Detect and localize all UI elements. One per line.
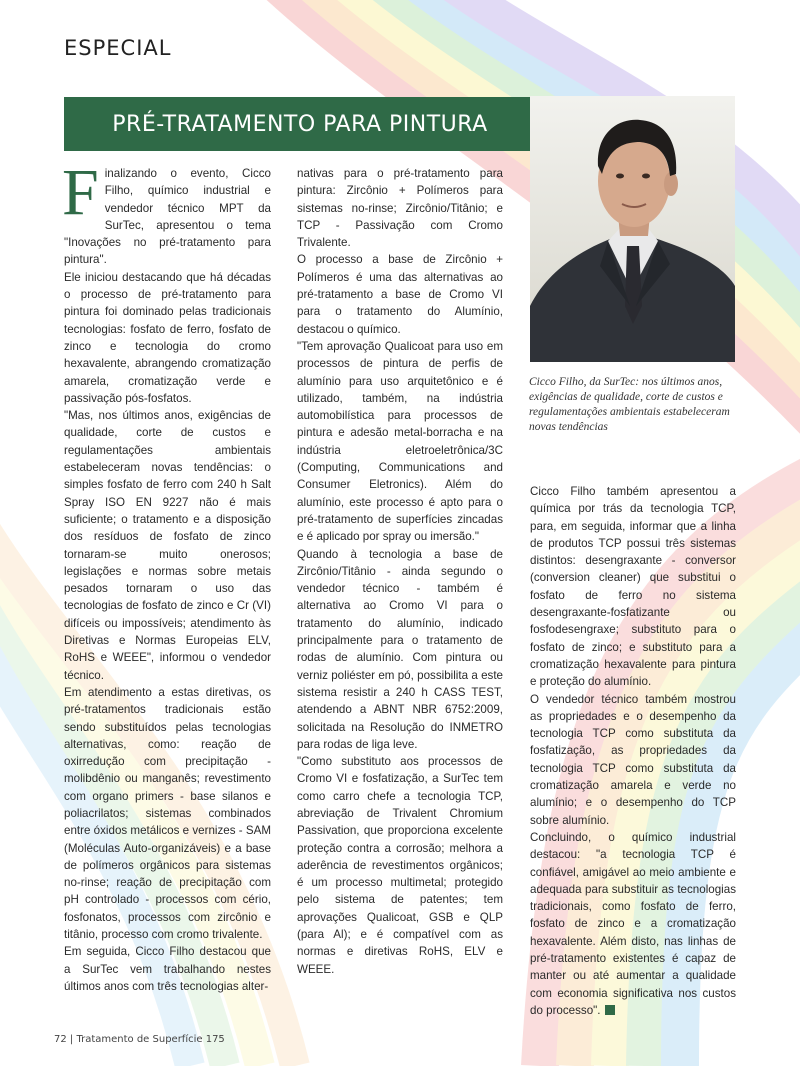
article-column-2 [297, 165, 503, 978]
page-footer: 72 | Tratamento de Superfície 175 [54, 1034, 225, 1045]
paragraph: "Como substituto aos processos de Cromo VI e fosfatização, a SurTec tem como carro chefe a tecnologia TCP, abreviação de Trivalent Chromium Passivation, que proporciona excelente proteção contra a corrosão; melhora a aderência de revestimentos orgânicos; é um processo multimetal; protegido pelo sistema de patentes; tem aprovações Qualicoat, GSB e QLP (para Al); e é compatível com as normas e diretivas RoHS, ELV e WEEE. [297, 755, 503, 976]
paragraph: Quando à tecnologia a base de Zircônio/Titânio - ainda segundo o vendedor técnico - também é alternativa ao Cromo VI para o tratamento do alumínio, indicado principalmente para o tratamento de rodas de alumínio. Com pintura ou verniz poliéster em pó, possibilita a este sistema resistir a 240 h CASS TEST, atendendo a ABNT NBR 6752:2009, solicitada na Resolução do INMETRO para rodas de liga leve. [297, 547, 503, 751]
portrait-illustration [530, 96, 735, 362]
article-column-1 [62, 156, 271, 995]
paragraph-text: inalizando o evento, Cicco Filho, químico industrial e vendedor técnico MPT da SurTec, apresentou o tema "Inovações no pré-tratamento para pintura". [64, 167, 271, 267]
photo-caption: Cicco Filho, da SurTec: nos últimos anos, exigências de qualidade, corte de custos e regulamentações ambientais estabeleceram novas tendências [529, 376, 730, 433]
paragraph [62, 156, 271, 269]
paragraph: "Tem aprovação Qualicoat para uso em processos de pintura de perfis de alumínio para uso arquitetônico e é utilizado, também, na indústria automobilística para processos de pintura e adesão metal-borracha e na indústria eletroeletrônica/3C (Computing, Communications and Consumer Eletronics). Além do alumínio, este processo é apto para o pré-tratamento de superfícies zincadas e é aplicado por spray ou imersão." [297, 339, 503, 544]
paragraph-text: Concluindo, o químico industrial destacou: "a tecnologia TCP é confiável, amigável ao meio ambiente e adequada para substituir as tecnologias tradicionais, como fosfato de ferro, fosfato de zinco e a cromatização hexavalente. Além disto, nas linhas de pré-tratamento existentes é capaz de manter ou até aumentar a qualidade com economia significativa nos custos do processo". [530, 830, 736, 1017]
drop-cap: F [62, 156, 99, 229]
article-title: PRÉ-TRATAMENTO PARA PINTURA [112, 111, 488, 137]
paragraph: Em atendimento a estas diretivas, os pré-tratamentos tradicionais estão sendo substituídos pelas tecnologias alternativas, como: reação de oxirredução com precipitação - molibdênio ou manganês; revestimento com organo primers - base silanos e poliacrilatos; sistemas combinados entre óxidos metálicos e vernizes - SAM (Moléculas Auto-organizáveis) e a base de polímeros orgânicos para sistemas no-rinse; reação de precipitação com pH controlado - processos com cério, fosfonatos, processos com zircônio e titânio, processo com cromo trivalente. [64, 685, 271, 942]
paragraph: nativas para o pré-tratamento para pintura: Zircônio + Polímeros para sistemas no-rinse; Zircônio/Titânio; e TCP - Passivação com Cromo Trivalente. [297, 167, 503, 250]
paragraph: Ele iniciou destacando que há décadas o processo de pré-tratamento para pintura foi dominado pelas tradicionais tecnologias: fosfato de ferro, fosfato de zinco e tecnologia do cromo hexavalente, abrangendo cromatização amarela, cromatização verde e passivação pós-fosfatos. [64, 270, 271, 405]
title-banner [64, 97, 536, 151]
paragraph [530, 829, 736, 1019]
paragraph: O vendedor técnico também mostrou as propriedades e o desempenho da tecnologia TCP como substituta da fosfatização, as propriedades da tecnologia TCP como substituta da cromatização amarela e verde no alumínio; e o desempenho do TCP sobre alumínio. [530, 692, 736, 827]
paragraph: Em seguida, Cicco Filho destacou que a SurTec vem trabalhando nestes últimos anos com três tecnologias alter- [64, 945, 271, 993]
paragraph: Cicco Filho também apresentou a química por trás da tecnologia TCP, para, em seguida, informar que a linha de produtos TCP possui três sistemas distintos: desengraxante - conversor (conversion cleaner) que substitui o fosfato de ferro no sistema desengraxante-fosfatizante ou fosfodesengraxe; substituto para o fosfato de zinco; e substituto para a cromatização hexavalente para pintura e proteção do alumínio. [530, 485, 736, 689]
paragraph: O processo a base de Zircônio + Polímeros é uma das alternativas ao pré-tratamento a base de Cromo VI para o tratamento do Alumínio, destacou o químico. [297, 253, 503, 336]
section-label: ESPECIAL [64, 36, 172, 60]
article-column-3 [530, 483, 736, 1019]
end-mark-icon [605, 1005, 615, 1015]
paragraph: "Mas, nos últimos anos, exigências de qualidade, corte de custos e regulamentações ambientais estabeleceram novas tendências: o simples fosfato de ferro com 240 h Salt Spray ISO EN 9227 não é mais suficiente; o tratamento e a disposição dos resíduos de fosfato de zinco tornaram-se muito onerosos; legislações e normas sobre metais pesados tornaram o uso das tecnologias de fosfato de zinco e Cr (VI) difíceis ou impossíveis; atendimento às Diretivas e Normas Europeias ELV, RoHS e WEEE", informou o vendedor técnico. [64, 409, 271, 682]
portrait-photo [530, 96, 735, 362]
